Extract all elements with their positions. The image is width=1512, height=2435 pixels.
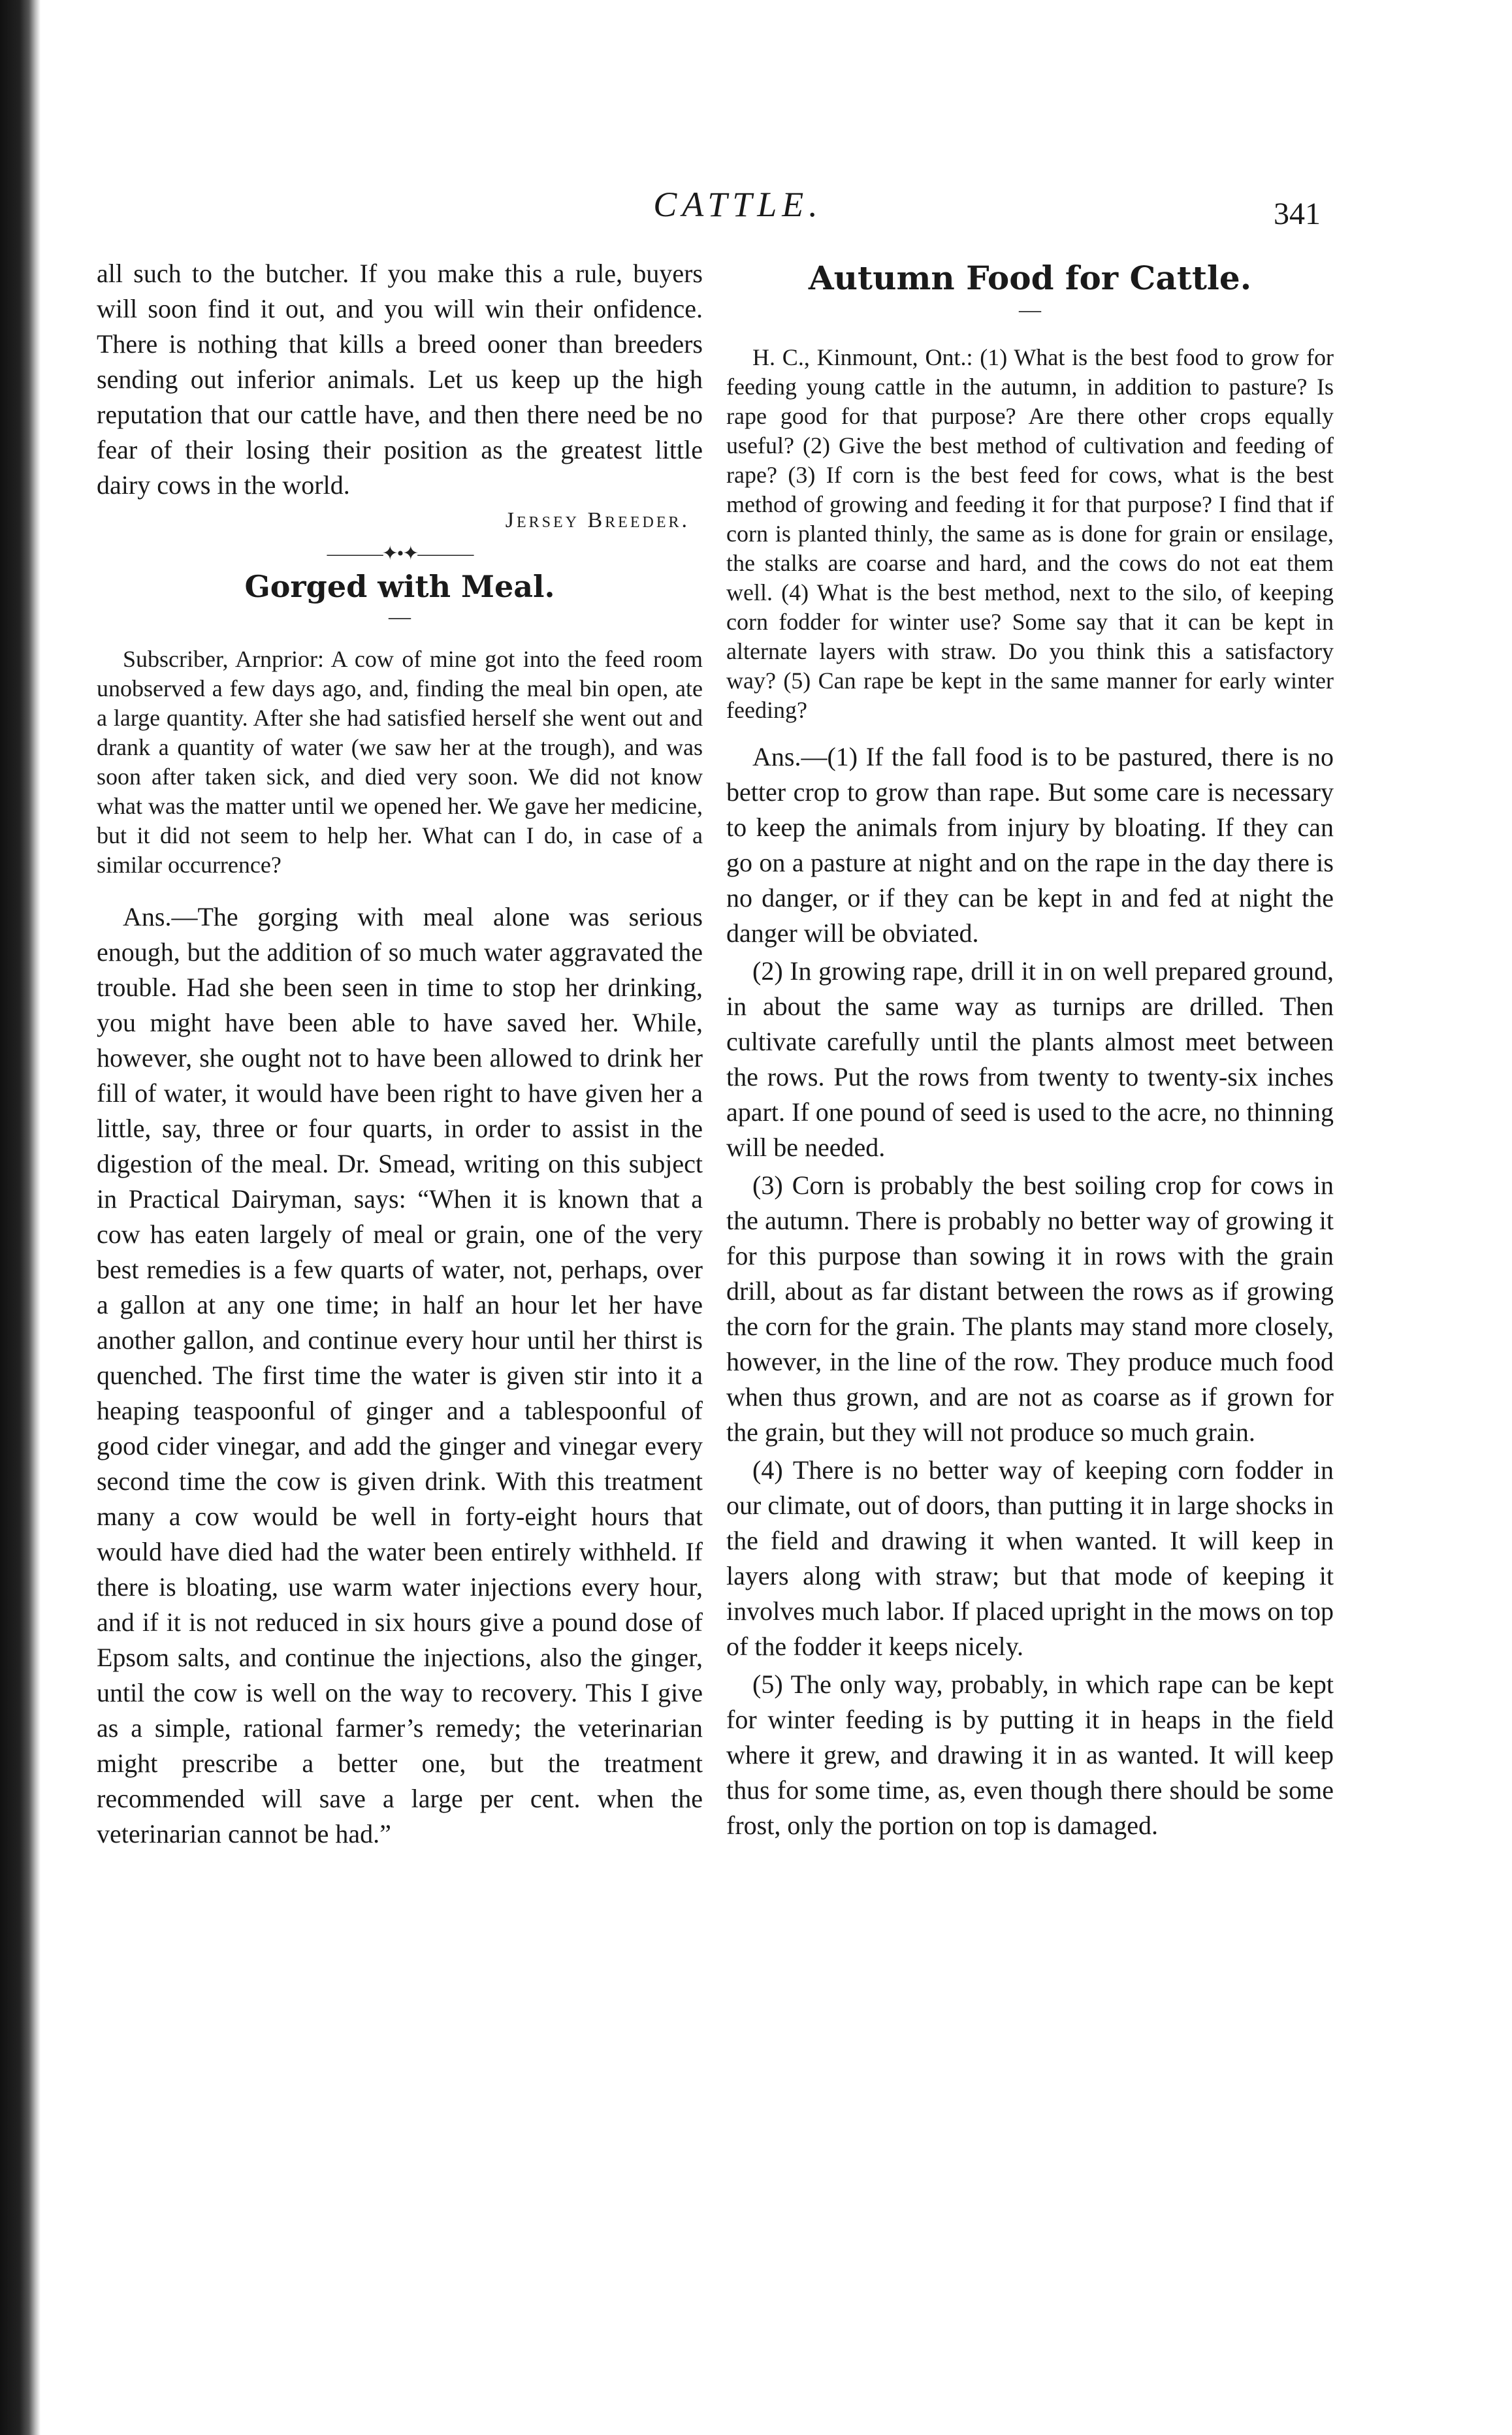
right-column xyxy=(726,256,1334,1843)
article-title-gorged: Gorged with Meal. xyxy=(244,569,555,604)
answer-paragraph: Ans.—The gorging with meal alone was serious enough, but the addition of so much water aggravated the trouble. Had she been seen in time to stop her drinking, you might have been able to have saved her. While, however, she ought not to have been allowed to drink her fill of water, it would have been right to have given her a little, say, three or four quarts, in order to assist in the digestion of the meal. Dr. Smead, writing on this subject in Practical Dairyman, says: “When it is known that a cow has eaten largely of meal or grain, one of the very best remedies is a few quarts of water, not, perhaps, over a gallon at any one time; in half an hour let her have another gallon, and continue every hour until her thirst is quenched. The first time the water is given stir into it a heaping teaspoonful of ginger and a tablespoonful of good cider vinegar, and add the ginger and vinegar every second time the cow is given drink. With this treatment many a cow would be well in forty-eight hours that would have died had the water been entirely withheld. If there is bloating, use warm water injections every hour, and if it is not reduced in six hours give a pound dose of Epsom salts, and continue the injections, also the ginger, until the cow is well on the way to recovery. This I give as a simple, rational farmer’s remedy; the veterinarian might prescribe a better one, but the treatment recommended will save a large per cent. when the veterinarian cannot be had.” xyxy=(97,902,703,1848)
answer-paragraph-1: Ans.—(1) If the fall food is to be pastured, there is no better crop to grow than rape. But some care is necessary to keep the animals from injury by bloating. If they can go on a pasture at night and on the rape in the day there is no danger, or if they can be kept in and fed at night the danger will be obviated. xyxy=(726,742,1334,948)
title-dash: — xyxy=(1019,298,1041,322)
title-dash: — xyxy=(389,605,411,629)
running-head: CATTLE. xyxy=(653,185,823,224)
answer-paragraph-2: (2) In growing rape, drill it in on well prepared ground, in about the same way as turnips are drilled. Then cultivate carefully until the plants almost meet between the rows. Put the rows from twenty to twenty-six inches apart. If one pound of seed is used to the acre, no thinning will be needed. xyxy=(726,956,1334,1162)
continuation-paragraph: all such to the butcher. If you make this a rule, buyers will soon find it out, and you will win their onfidence. There is nothing that kills a breed ooner than breeders sending out inferior animals. Let us keep up the high reputation that our cattle have, and then there need be no fear of their losing their position as the greatest little dairy cows in the world. xyxy=(97,259,703,500)
left-column xyxy=(97,256,703,1852)
question-paragraph: Subscriber, Arnprior: A cow of mine got into the feed room unobserved a few days ago, and, finding the meal bin open, ate a large quantity. After she had satisfied herself she went out and drank a quantity of water (we saw her at the trough), and was soon after taken sick, and died very soon. We did not know what was the matter until we opened her. We gave her medicine, but it did not seem to help her. What can I do, in case of a similar occurrence? xyxy=(97,646,703,878)
section-ornament: ———✦•✦——— xyxy=(327,543,473,564)
answer-paragraph-5: (5) The only way, probably, in which rape can be kept for winter feeding is by putting it in heaps in the field where it grew, and drawing it in as wanted. It will keep thus for some time, as, even though there should be some frost, only the portion on top is damaged. xyxy=(726,1669,1334,1840)
answer-paragraph-4: (4) There is no better way of keeping corn fodder in our climate, out of doors, than putting it in large shocks in the field and drawing it when wanted. It will keep in layers along with straw; but that mode of keeping it involves much labor. If placed upright in the mows on top of the fodder it keeps nicely. xyxy=(726,1455,1334,1661)
page-number: 341 xyxy=(1274,197,1321,231)
answer-paragraph-3: (3) Corn is probably the best soiling crop for cows in the autumn. There is probably no better way of growing it for this purpose than sowing it in rows with the grain drill, about as far distant between the rows as if growing the corn for the grain. The plants may stand more closely, however, in the line of the row. They produce much food when thus grown, and are not as coarse as if grown for the grain, but they will not produce so much grain. xyxy=(726,1170,1334,1447)
question-paragraph: H. C., Kinmount, Ont.: (1) What is the best food to grow for feeding young cattle in the autumn, in addition to pasture? Is rape good for that purpose? Are there other crops equally useful? (2) Give the best method of cultivation and feeding of rape? (3) If corn is the best feed for cows, what is the best method of growing and feeding it for that purpose? I find that if corn is planted thinly, the same as is done for grain or ensilage, the stalks are coarse and hard, and the cows do not eat them well. (4) What is the best method, next to the silo, of keeping corn fodder for winter use? Some say that it can be kept in alternate layers with straw. Do you think this a satisfactory way? (5) Can rape be kept in the same manner for early winter feeding? xyxy=(726,344,1334,723)
signature: Jersey Breeder. xyxy=(505,508,690,532)
book-binding-edge xyxy=(0,0,40,2435)
article-title-autumn: Autumn Food for Cattle. xyxy=(808,259,1252,297)
